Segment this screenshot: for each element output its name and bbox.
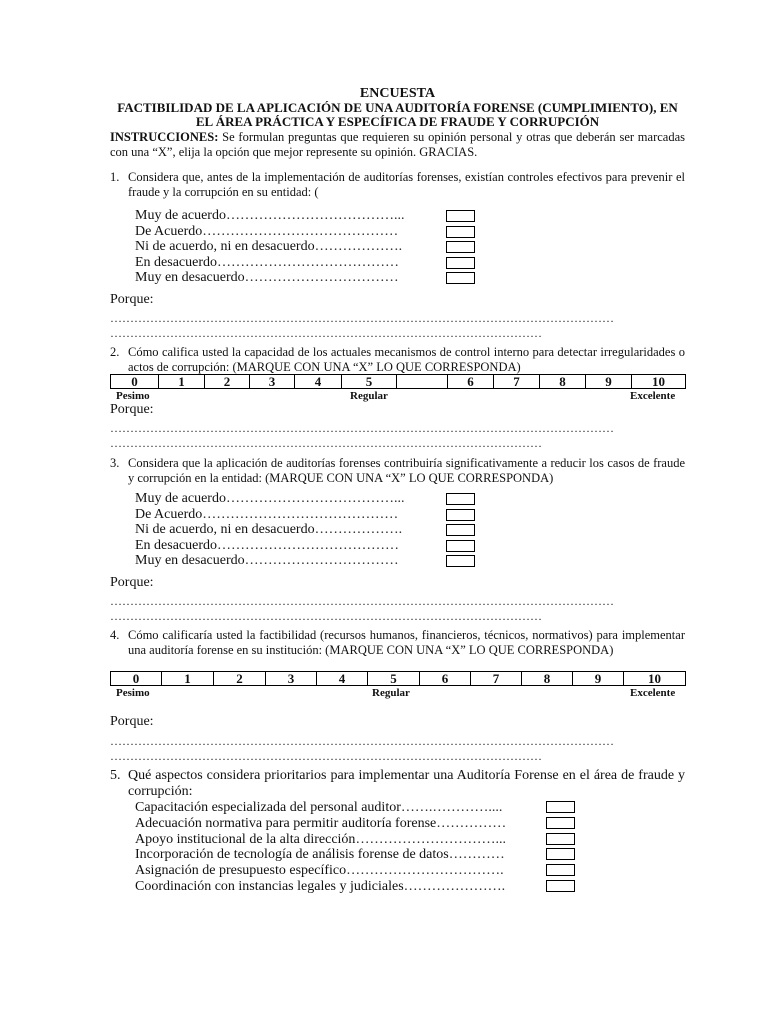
scale-cell-1[interactable]: 1 — [162, 672, 214, 686]
option-label: Muy en desacuerdo — [135, 270, 245, 285]
aspect-item — [135, 879, 506, 895]
scale-cell-8[interactable]: 8 — [540, 375, 586, 389]
answer-line[interactable]: ……………………………………………………………………………………………………………… — [110, 734, 614, 748]
option-muy-de-acuerdo — [135, 208, 404, 224]
scale-cell-3[interactable]: 3 — [250, 375, 295, 389]
aspect-item — [135, 832, 506, 848]
option-label: De Acuerdo — [135, 223, 203, 239]
aspect-label: Incorporación de tecnología de análisis forense de datos — [135, 847, 449, 863]
option-dots: ………………………………… — [217, 254, 400, 270]
aspect-item — [135, 847, 506, 863]
answer-line[interactable]: ……………………………………………………………………………………………… — [110, 749, 542, 763]
aspect-label: Capacitación especializada del personal auditor — [135, 800, 401, 815]
option-neutral — [135, 239, 404, 255]
porque-label: Porque: — [110, 714, 154, 729]
scale-cell-10[interactable]: 10 — [632, 375, 686, 389]
option-neutral — [135, 522, 404, 538]
option-dots: …………………………………… — [202, 506, 399, 522]
question-text: Cómo califica usted la capacidad de los actuales mecanismos de control interno para detectar irregularidades o actos de corrupción: (MARQUE CON UNA “X” LO QUE CORRESPONDA) — [128, 345, 685, 374]
q5-checkbox-5[interactable] — [546, 864, 575, 876]
aspect-item — [135, 863, 506, 879]
option-label: Muy de acuerdo — [135, 208, 226, 223]
question-1 — [110, 170, 685, 199]
scale-cell-0[interactable]: 0 — [111, 375, 159, 389]
scale-cell-2[interactable]: 2 — [205, 375, 250, 389]
option-muy-de-acuerdo — [135, 491, 404, 507]
option-label: Muy de acuerdo — [135, 491, 226, 506]
q3-options — [135, 491, 404, 569]
option-label: De Acuerdo — [135, 506, 203, 522]
q3-checkbox-1[interactable] — [446, 493, 475, 505]
option-dots: …………………………………… — [202, 223, 399, 239]
q1-checkbox-5[interactable] — [446, 272, 475, 284]
scale-label-high: Excelente — [630, 390, 676, 402]
aspect-dots: …………………………... — [355, 831, 506, 847]
scale-cell-2[interactable]: 2 — [214, 672, 266, 686]
instructions-text: Se formulan preguntas que requieren su opinión personal y otras que deberán ser marcadas con una “X”, elija la opción que mejor represente su opinión. GRACIAS. — [110, 130, 685, 159]
answer-line[interactable]: ……………………………………………………………………………………………… — [110, 326, 542, 340]
option-label: Muy en desacuerdo — [135, 553, 245, 568]
option-dots: …………………………… — [244, 553, 399, 568]
question-text: Considera que la aplicación de auditorías forenses contribuiría significativamente a reducir los casos de fraude y corrupción en la entidad: (MARQUE CON UNA “X” LO QUE CORRESPONDA) — [128, 456, 685, 485]
scale-cell-5[interactable]: 5 — [368, 672, 420, 686]
question-number: 1. — [110, 170, 120, 184]
scale-cell-5[interactable]: 5 — [342, 375, 397, 389]
answer-line[interactable]: ……………………………………………………………………………………………………………… — [110, 311, 614, 325]
q1-checkbox-4[interactable] — [446, 257, 475, 269]
q5-checkbox-3[interactable] — [546, 833, 575, 845]
porque-label: Porque: — [110, 402, 154, 417]
question-5 — [110, 768, 685, 800]
porque-label: Porque: — [110, 292, 154, 307]
scale-cell-4[interactable]: 4 — [317, 672, 368, 686]
aspect-label: Coordinación con instancias legales y judiciales — [135, 878, 404, 894]
survey-title: ENCUESTA — [359, 86, 436, 101]
aspect-dots: …….………….... — [400, 800, 503, 815]
answer-line[interactable]: ……………………………………………………………………………………………… — [110, 436, 542, 450]
question-3 — [110, 456, 685, 485]
option-dots: ………………………………... — [225, 208, 405, 223]
scale-cell-3[interactable]: 3 — [266, 672, 317, 686]
option-en-desacuerdo — [135, 538, 404, 554]
porque-label: Porque: — [110, 575, 154, 590]
scale-label-high: Excelente — [630, 687, 676, 699]
scale-cell-6[interactable]: 6 — [448, 375, 494, 389]
q5-checkbox-6[interactable] — [546, 880, 575, 892]
scale-cell-9[interactable]: 9 — [573, 672, 624, 686]
scale-cell-0[interactable]: 0 — [111, 672, 162, 686]
scale-cell-9[interactable]: 9 — [586, 375, 632, 389]
option-label: En desacuerdo — [135, 254, 218, 270]
survey-subtitle: FACTIBILIDAD DE LA APLICACIÓN DE UNA AUDITORÍA FORENSE (CUMPLIMIENTO), EN EL ÁREA PRÁCTICA Y ESPECÍFICA DE FRAUDE Y CORRUPCIÓN — [117, 100, 678, 129]
aspect-dots: …………………. — [403, 878, 506, 894]
answer-line[interactable]: ……………………………………………………………………………………………………………… — [110, 421, 614, 435]
q3-checkbox-2[interactable] — [446, 509, 475, 521]
option-muy-en-desacuerdo — [135, 270, 404, 286]
question-2 — [110, 345, 685, 374]
q1-options — [135, 208, 404, 286]
q5-checkbox-2[interactable] — [546, 817, 575, 829]
question-text: Considera que, antes de la implementación de auditorías forenses, existían controles efectivos para prevenir el fraude y la corrupción en su entidad: ( — [128, 170, 685, 199]
aspect-label: Apoyo institucional de la alta dirección — [135, 831, 356, 847]
question-text: Cómo calificaría usted la factibilidad (recursos humanos, financieros, técnicos, normativos) para implementar una auditoría forense en su institución: (MARQUE CON UNA “X” LO QUE CORRESPONDA) — [128, 628, 685, 657]
question-text: Qué aspectos considera prioritarios para implementar una Auditoría Forense en el área de fraude y corrupción: — [128, 768, 685, 799]
aspect-dots: …………… — [436, 815, 507, 831]
q2-rating-scale — [110, 374, 686, 389]
aspect-item — [135, 816, 506, 832]
scale-label-low: Pesimo — [116, 687, 150, 699]
q1-checkbox-3[interactable] — [446, 241, 475, 253]
question-number: 3. — [110, 456, 120, 470]
option-dots: …………………………… — [244, 270, 399, 285]
option-en-desacuerdo — [135, 255, 404, 271]
aspect-item — [135, 800, 506, 816]
q5-options — [135, 800, 506, 895]
scale-cell-10[interactable]: 10 — [624, 672, 686, 686]
option-dots: ………………………………... — [225, 491, 405, 506]
option-de-acuerdo — [135, 507, 404, 523]
q5-checkbox-1[interactable] — [546, 801, 575, 813]
question-number: 5. — [110, 768, 121, 783]
answer-line[interactable]: ……………………………………………………………………………………………… — [110, 609, 542, 623]
q3-checkbox-4[interactable] — [446, 540, 475, 552]
question-number: 2. — [110, 345, 120, 359]
scale-cell-blank[interactable] — [397, 375, 448, 389]
scale-cell-7[interactable]: 7 — [471, 672, 522, 686]
q4-rating-scale — [110, 671, 686, 686]
scale-label-mid: Regular — [372, 687, 410, 699]
scale-label-low: Pesimo — [116, 390, 150, 402]
option-de-acuerdo — [135, 224, 404, 240]
aspect-label: Asignación de presupuesto específico — [135, 863, 347, 879]
scale-cell-8[interactable]: 8 — [522, 672, 573, 686]
question-number: 4. — [110, 628, 120, 642]
option-muy-en-desacuerdo — [135, 553, 404, 569]
option-dots: ………………. — [314, 522, 403, 537]
instructions — [110, 130, 685, 159]
aspect-dots: ……………………………. — [346, 863, 504, 879]
aspect-label: Adecuación normativa para permitir auditoría forense — [135, 815, 437, 831]
q1-checkbox-1[interactable] — [446, 210, 475, 222]
option-label: Ni de acuerdo, ni en desacuerdo — [135, 239, 315, 254]
scale-cell-7[interactable]: 7 — [494, 375, 540, 389]
q5-checkbox-4[interactable] — [546, 848, 575, 860]
scale-cell-4[interactable]: 4 — [295, 375, 342, 389]
scale-cell-1[interactable]: 1 — [159, 375, 205, 389]
option-label: Ni de acuerdo, ni en desacuerdo — [135, 522, 315, 537]
answer-line[interactable]: ……………………………………………………………………………………………………………… — [110, 594, 614, 608]
option-dots: ………………. — [314, 239, 403, 254]
q3-checkbox-3[interactable] — [446, 524, 475, 536]
q3-checkbox-5[interactable] — [446, 555, 475, 567]
q1-checkbox-2[interactable] — [446, 226, 475, 238]
aspect-dots: ………… — [448, 847, 505, 863]
option-dots: ………………………………… — [217, 537, 400, 553]
question-4 — [110, 628, 685, 657]
scale-label-mid: Regular — [350, 390, 388, 402]
scale-cell-6[interactable]: 6 — [420, 672, 471, 686]
instructions-label: INSTRUCCIONES: — [110, 130, 219, 144]
option-label: En desacuerdo — [135, 537, 218, 553]
